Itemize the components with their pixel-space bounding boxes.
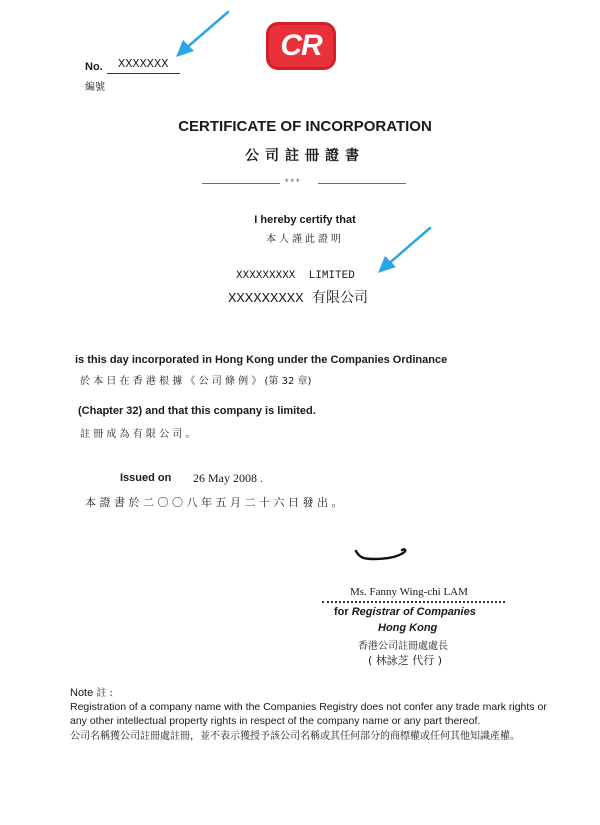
company-name-cn: XXXXXXXXX 有限公司: [228, 291, 369, 307]
note-text-cn: 公司名稱獲公司註冊處註冊，並不表示獲授予該公司名稱或其任何部分的商標權或任何其他知識產權。: [70, 731, 520, 742]
issued-date-cn: 本 證 書 於 二 〇 〇 八 年 五 月 二 十 六 日 發 出 。: [85, 496, 343, 509]
issued-label: Issued on: [120, 472, 172, 484]
certificate-number-label: No.: [85, 61, 103, 73]
certificate-title: CERTIFICATE OF INCORPORATION: [178, 118, 432, 135]
certify-text-cn: 本人謹此證明: [266, 234, 344, 245]
note-label-cn: 註 :: [96, 688, 113, 699]
issued-date: 26 May 2008 .: [193, 471, 263, 485]
signatory-name: Ms. Fanny Wing-chi LAM: [350, 586, 468, 598]
note-heading: [70, 684, 113, 699]
certificate-number-value: XXXXXXX: [118, 57, 169, 71]
body-line-1-cn: 於 本 日 在 香 港 根 據 《 公 司 條 例 》 (第 32 章): [80, 376, 312, 387]
certify-text: I hereby certify that: [254, 214, 356, 226]
certificate-number-label-cn: 編號: [85, 82, 105, 93]
registrar-title-cn: 香港公司註冊處處長: [358, 641, 448, 652]
certificate-title-cn: 公司註冊證書: [245, 148, 365, 164]
signature-dotted-line: [322, 601, 505, 603]
company-name-en: XXXXXXXXX LIMITED: [236, 270, 355, 282]
certificate-number-underline: [107, 73, 180, 74]
registrar-place: Hong Kong: [378, 622, 438, 634]
note-label: Note: [70, 687, 94, 699]
cr-logo: CR: [266, 22, 336, 70]
body-line-2: (Chapter 32) and that this company is limited.: [78, 405, 316, 417]
registrar-title: Registrar of Companies: [351, 606, 476, 618]
signature-mark: [353, 545, 413, 565]
registrar-name-cn: ( 林詠芝 代行 ): [368, 654, 443, 667]
body-line-1: is this day incorporated in Hong Kong under the Companies Ordinance: [75, 354, 448, 366]
divider-right: [318, 183, 406, 184]
for-label: for: [334, 606, 349, 618]
pointer-arrow-icon: [170, 8, 232, 60]
note-text: Registration of a company name with the Companies Registry does not confer any trade mark rights or any other intellectual property rights in respect of the company name or any part thereof.: [70, 701, 547, 727]
body-line-2-cn: 註 冊 成 為 有 限 公 司 。: [80, 429, 196, 440]
pointer-arrow-icon: [372, 224, 434, 276]
registrar-line: [334, 606, 476, 618]
divider-left: [202, 183, 280, 184]
divider-stars: ***: [285, 177, 302, 187]
